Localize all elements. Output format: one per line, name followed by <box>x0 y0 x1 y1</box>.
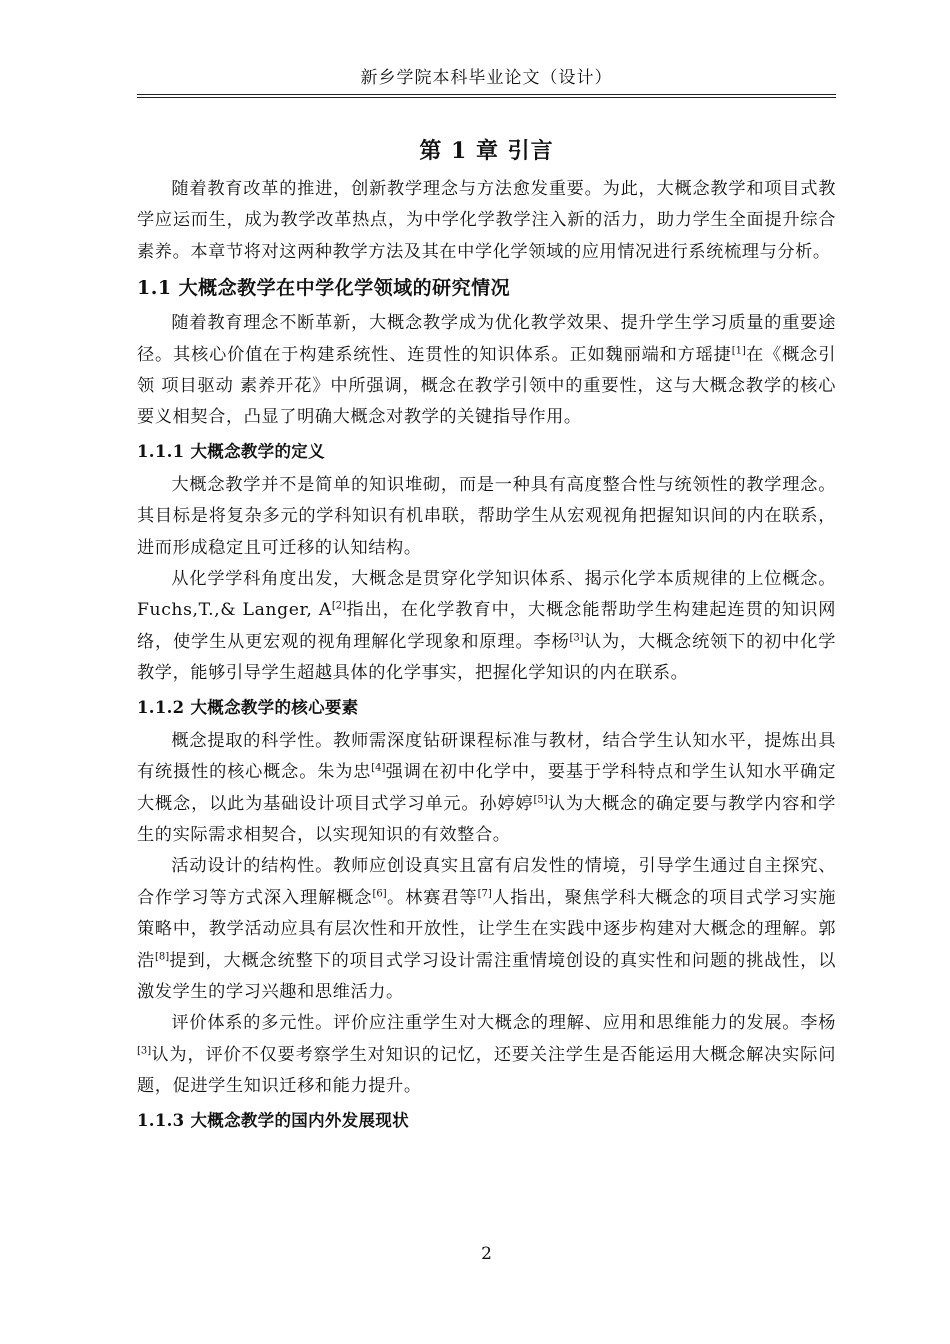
text-run: 评价体系的多元性。评价应注重学生对大概念的理解、应用和思维能力的发展。李杨 <box>171 1013 836 1034</box>
citation-ref: [2] <box>331 600 347 612</box>
citation-ref: [7] <box>477 887 492 899</box>
text-run: 从化学学科角度出发，大概念是贯穿化学知识体系、揭示化学本质规律的上位概念。Fuchs,T.,& Langer, A <box>137 569 836 621</box>
citation-ref: [8] <box>155 950 170 962</box>
page-number: 2 <box>481 1244 492 1264</box>
definition-paragraph-2 <box>137 564 836 690</box>
intro-paragraph: 随着教育改革的推进，创新教学理念与方法愈发重要。为此，大概念教学和项目式教学应运而生，成为教学改革热点，为中学化学教学注入新的活力，助力学生全面提升综合素养。本章节将对这两种教学方法及其在中学化学领域的应用情况进行系统梳理与分析。 <box>137 179 836 262</box>
chapter-title: 第 1 章 引言 <box>419 138 554 164</box>
text-run: 随着教育理念不断革新，大概念教学成为优化教学效果、提升学生学习质量的重要途径。其核心价值在于构建系统性、连贯性的知识体系。正如魏丽端和方瑶捷 <box>137 313 836 365</box>
section-1-1-heading: 1.1 大概念教学在中学化学领域的研究情况 <box>137 277 511 300</box>
citation-ref: [5] <box>533 793 548 805</box>
definition-paragraph-1: 大概念教学并不是简单的知识堆砌，而是一种具有高度整合性与统领性的教学理念。其目标是将复杂多元的学科知识有机串联，帮助学生从宏观视角把握知识间的内在联系，进而形成稳定且可迁移的认知结构。 <box>137 474 836 558</box>
citation-ref: [6] <box>372 887 387 899</box>
citation-ref: [1] <box>731 344 746 356</box>
text-run: 在《概念引领 项目驱动 素养开花》中所强调，概念在教学引领中的重要性，这与大概念教学的核心要义相契合，凸显了明确大概念对教学的关键指导作用。 <box>137 344 836 428</box>
section-1-1-2-heading: 1.1.2 大概念教学的核心要素 <box>137 697 359 717</box>
core-elements-paragraph-3 <box>137 1008 836 1102</box>
section-1-1-3-heading: 1.1.3 大概念教学的国内外发展现状 <box>137 1110 409 1130</box>
text-run: 指出，在化学教育中，大概念能帮助学生构建起连贯的知识网络，使学生从更宏观的视角理解化学现象和原理。李杨 <box>137 600 837 652</box>
core-elements-paragraph-1 <box>137 726 836 852</box>
text-run: 提到，大概念统整下的项目式学习设计需注重情境创设的真实性和问题的挑战性，以激发学生的学习兴趣和思维活力。 <box>137 950 837 1002</box>
text-run: 认为，大概念统领下的初中化学教学，能够引导学生超越具体的化学事实，把握化学知识的内在联系。 <box>137 631 837 684</box>
header-rule <box>137 94 836 98</box>
text-run: 强调在初中化学中，要基于学科特点和学生认知水平确定大概念，以此为基础设计项目式学习单元。孙婷婷 <box>137 762 836 814</box>
text-run: 概念提取的科学性。教师需深度钻研课程标准与教材，结合学生认知水平，提炼出具有统摄性的核心概念。朱为忠 <box>137 730 836 783</box>
section-1-1-1-heading: 1.1.1 大概念教学的定义 <box>137 441 325 461</box>
citation-ref: [3] <box>569 632 584 644</box>
text-run: 。林赛君等 <box>386 887 478 908</box>
text-run: 人指出，聚焦学科大概念的项目式学习实施策略中，教学活动应具有层次性和开放性，让学生在实践中逐步构建对大概念的理解。郭浩 <box>137 887 836 971</box>
text-run: 认为大概念的确定要与教学内容和学生的实际需求相契合，以实现知识的有效整合。 <box>137 793 837 845</box>
citation-ref: [4] <box>371 762 386 774</box>
text-run: 认为，评价不仅要考察学生对知识的记忆，还要关注学生是否能运用大概念解决实际问题，促进学生知识迁移和能力提升。 <box>137 1044 836 1097</box>
page-body <box>137 134 836 1139</box>
citation-ref: [3] <box>137 1045 152 1057</box>
section-1-1-paragraph <box>137 308 836 434</box>
core-elements-paragraph-2 <box>137 851 836 1008</box>
running-header: 新乡学院本科毕业论文（设计） <box>360 68 613 88</box>
text-run: 活动设计的结构性。教师应创设真实且富有启发性的情境，引导学生通过自主探究、合作学习等方式深入理解概念 <box>137 856 836 908</box>
